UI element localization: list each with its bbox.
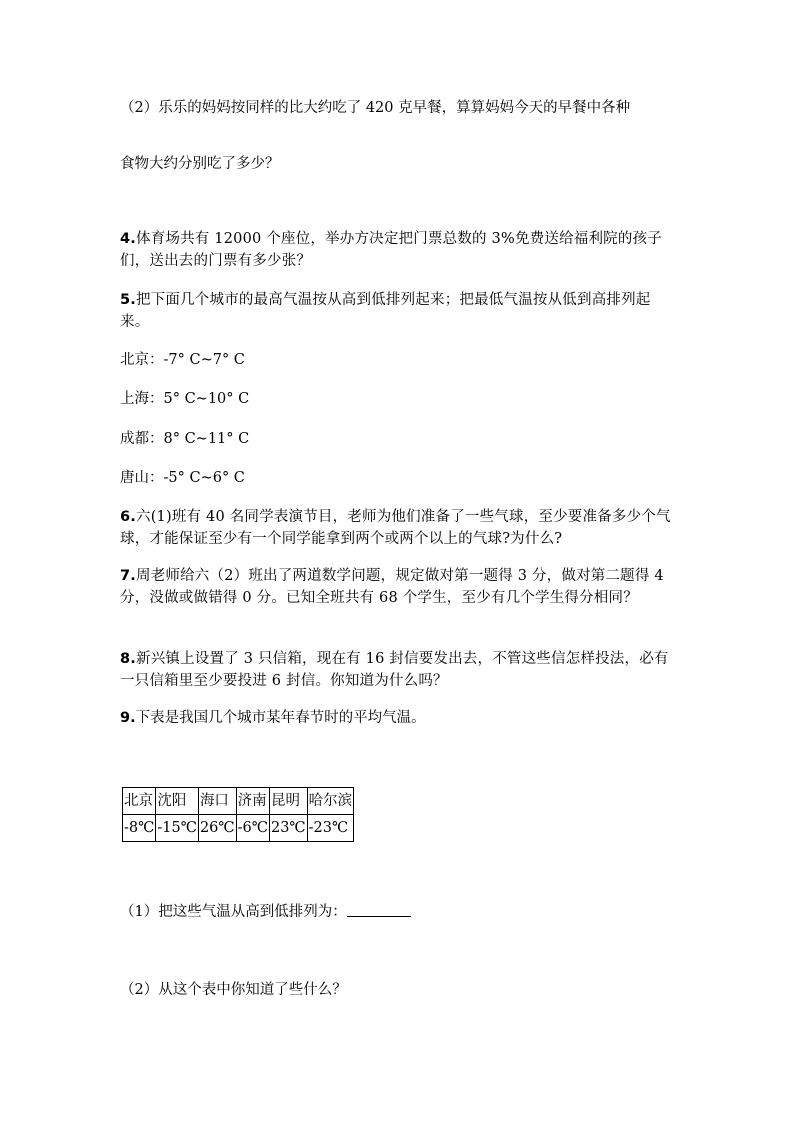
q3-part2-line1: （2）乐乐的妈妈按同样的比大约吃了 420 克早餐，算算妈妈今天的早餐中各种 (120, 100, 631, 116)
answer-blank[interactable] (347, 902, 411, 917)
table-row-temps (123, 815, 354, 842)
table-cell: 海口 (198, 788, 236, 815)
question-4 (120, 228, 676, 272)
city-temp-tangshan: 唐山：-5° C~6° C (120, 470, 245, 486)
city-temperature-table (122, 787, 354, 842)
city-temp-shanghai: 上海：5° C~10° C (120, 391, 250, 407)
table-cell: -8℃ (123, 815, 156, 842)
question-text: 下表是我国几个城市某年春节时的平均气温。 (135, 710, 426, 726)
question-text: 六(1)班有 40 名同学表演节目，老师为他们准备了一些气球，至少要准备多少个气球，才能保证至少有一个同学能拿到两个或两个以上的气球?为什么? (120, 509, 671, 547)
question-7 (120, 565, 676, 609)
question-number: 9. (120, 710, 136, 726)
question-5 (120, 289, 676, 333)
table-cell: 济南 (236, 788, 269, 815)
question-text: 周老师给六（2）班出了两道数学问题，规定做对第一题得 3 分，做对第二题得 4 分，没做或做错得 0 分。已知全班共有 68 个学生，至少有几个学生得分相同？ (120, 568, 664, 606)
question-9 (120, 708, 426, 728)
table-row-cities (123, 788, 354, 815)
table-cell: 北京 (123, 788, 156, 815)
question-text: 把下面几个城市的最高气温按从高到低排列起来；把最低气温按从低到高排列起来。 (120, 292, 651, 330)
q9-part2: （2）从这个表中你知道了些什么？ (120, 982, 347, 998)
q9-part1-text: （1）把这些气温从高到低排列为： (120, 904, 347, 920)
question-8 (120, 648, 676, 692)
city-temp-beijing: 北京：-7° C~7° C (120, 352, 245, 368)
city-temp-chengdu: 成都：8° C~11° C (120, 431, 250, 447)
table-cell: 昆明 (269, 788, 307, 815)
question-number: 4. (120, 231, 136, 247)
q3-part2-line2: 食物大约分别吃了多少？ (120, 156, 280, 172)
table-cell: -15℃ (156, 815, 199, 842)
table-cell: -23℃ (307, 815, 354, 842)
table-cell: 26℃ (198, 815, 236, 842)
q9-part1 (120, 902, 411, 922)
question-text: 体育场共有 12000 个座位，举办方决定把门票总数的 3%免费送给福利院的孩子们，送出去的门票有多少张？ (120, 231, 662, 269)
table-cell: 23℃ (269, 815, 307, 842)
question-number: 8. (120, 651, 136, 667)
table-cell: 沈阳 (156, 788, 199, 815)
question-number: 6. (120, 509, 136, 525)
question-6 (120, 506, 676, 550)
question-number: 7. (120, 568, 136, 584)
table-cell: 哈尔滨 (307, 788, 354, 815)
table-cell: -6℃ (236, 815, 269, 842)
question-number: 5. (120, 292, 136, 308)
question-text: 新兴镇上设置了 3 只信箱，现在有 16 封信要发出去，不管这些信怎样投法，必有一只信箱里至少要投进 6 封信。你知道为什么吗？ (120, 651, 669, 689)
